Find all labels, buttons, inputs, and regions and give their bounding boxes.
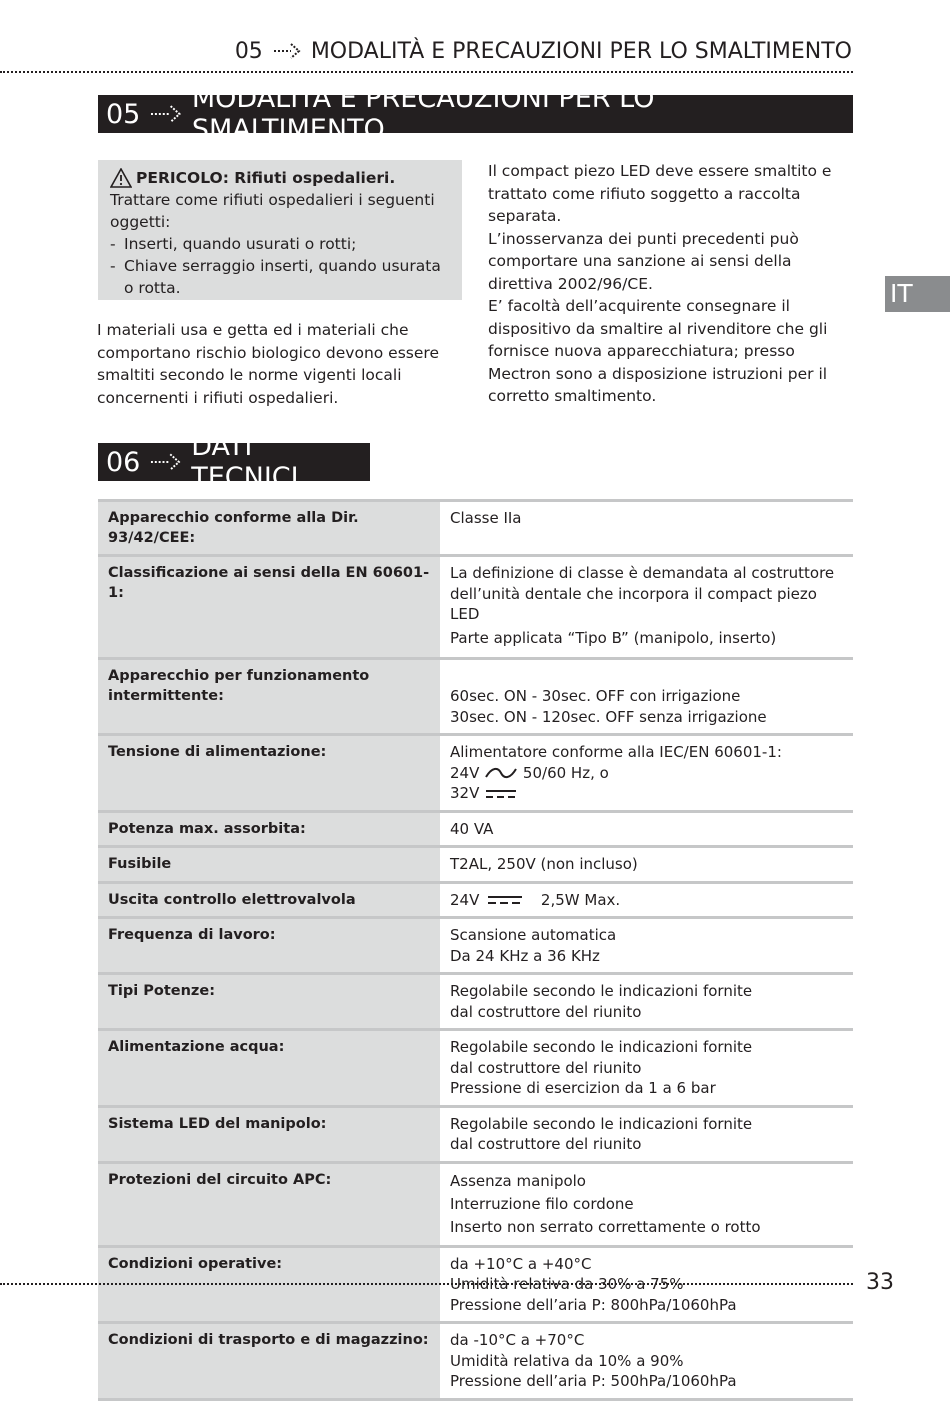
spec-value [440, 884, 853, 917]
direct-current-icon [486, 894, 524, 906]
section-06-heading [98, 431, 370, 493]
spec-label: Condizioni operative: [98, 1248, 440, 1322]
spec-value-line: 30sec. ON - 120sec. OFF senza irrigazione [450, 707, 767, 726]
disposal-text-column [488, 160, 846, 408]
dc-voltage-line [450, 783, 843, 804]
spec-value-line: Regolabile secondo le indicazioni fornite [450, 1114, 753, 1133]
alternating-current-icon [484, 766, 518, 780]
spec-value [440, 975, 853, 1028]
table-row [98, 1108, 853, 1164]
table-row [98, 1164, 853, 1248]
spec-value-line: dal costruttore del riunito [450, 1002, 642, 1021]
voltage-prefix: 24V [450, 890, 480, 909]
spec-label: Apparecchio conforme alla Dir. 93/42/CEE: [98, 502, 440, 554]
voltage-prefix: 24V [450, 763, 480, 782]
section-05-title: MODALITÀ E PRECAUZIONI PER LO SMALTIMENTO [191, 83, 655, 145]
spec-value [440, 1164, 853, 1245]
spec-value-line: Da 24 KHz a 36 KHz [450, 946, 600, 965]
spec-label: Protezioni del circuito APC: [98, 1164, 440, 1245]
table-row [98, 1324, 853, 1401]
spec-label: Tipi Potenze: [98, 975, 440, 1028]
spec-value-line: Pressione dell’aria P: 500hPa/1060hPa [450, 1372, 737, 1390]
spec-value [440, 1324, 853, 1398]
danger-warning-box [98, 160, 462, 300]
spec-label: Apparecchio per funzionamento intermittente: [98, 660, 440, 733]
warning-title-text: PERICOLO: Rifiuti ospedalieri. [136, 169, 396, 187]
spec-label: Tensione di alimentazione: [98, 736, 440, 810]
table-row [98, 557, 853, 660]
biohazard-paragraph: I materiali usa e getta ed i materiali che comportano rischio biologico devono essere smaltiti secondo le norme vigenti locali concernenti i rifiuti ospedalieri. [97, 321, 439, 407]
running-header-number: 05 [234, 38, 263, 64]
spec-label: Fusibile [98, 848, 440, 881]
spec-label: Alimentazione acqua: [98, 1031, 440, 1105]
footer-dotted-rule [0, 1283, 853, 1285]
spec-value-line: Regolabile secondo le indicazioni fornite [450, 982, 753, 1000]
spec-value [440, 557, 853, 657]
spec-label: Sistema LED del manipolo: [98, 1108, 440, 1161]
spec-value-line: La definizione di classe è demandata al costruttore dell’unità dentale che incorpora il compact piezo LED [450, 564, 835, 623]
spec-value-line: 60sec. ON - 30sec. OFF con irrigazione [450, 687, 741, 705]
spec-label: Uscita controllo elettrovalvola [98, 884, 440, 917]
spec-value-line: Umidità relativa da 30% a 75% [450, 1275, 684, 1293]
spec-value-line: Regolabile secondo le indicazioni fornite [450, 1038, 753, 1056]
dotted-arrow-icon [273, 42, 301, 60]
running-header [0, 34, 852, 68]
spec-value-line: Assenza manipolo [450, 1171, 586, 1190]
spec-value-line: da +10°C a +40°C [450, 1254, 592, 1273]
table-row [98, 884, 853, 920]
technical-data-table [98, 499, 853, 1401]
spec-value-line: da -10°C a +70°C [450, 1331, 585, 1349]
spec-value [440, 919, 853, 972]
spec-value-line: Inserto non serrato correttamente o rotto [450, 1217, 761, 1236]
warning-list [110, 233, 450, 299]
table-row [98, 813, 853, 849]
dotted-arrow-icon [150, 104, 181, 124]
section-06-title: DATI TECNICI [191, 431, 299, 493]
table-row [98, 975, 853, 1031]
spec-value-line: Interruzione filo cordone [450, 1194, 634, 1213]
direct-current-icon [484, 788, 518, 800]
warning-triangle-icon [110, 168, 132, 188]
spec-value [440, 1108, 853, 1161]
spec-value-line: Umidità relativa da 10% a 90% [450, 1351, 684, 1370]
spec-value-line: T2AL, 250V (non incluso) [450, 855, 638, 873]
spec-value-line: Classe IIa [450, 509, 522, 527]
spec-label: Potenza max. assorbita: [98, 813, 440, 846]
spec-value [440, 502, 853, 554]
spec-value-line: Pressione di esercizion da 1 a 6 bar [450, 1079, 716, 1097]
dotted-arrow-icon [150, 452, 181, 472]
output-power: 2,5W Max. [540, 890, 621, 909]
warning-intro: Trattare come rifiuti ospedalieri i seguenti oggetti: [110, 191, 435, 231]
table-row [98, 1248, 853, 1325]
spec-value-line: Pressione dell’aria P: 800hPa/1060hPa [450, 1295, 737, 1314]
ac-voltage-line [450, 763, 843, 784]
table-row [98, 848, 853, 884]
spec-value [440, 1031, 853, 1105]
voltage-prefix: 32V [450, 784, 480, 802]
page-number: 33 [866, 1270, 894, 1295]
dc-output-line [450, 890, 843, 911]
spec-value-line: Alimentatore conforme alla IEC/EN 60601-1: [450, 743, 782, 761]
spec-value-line: Scansione automatica [450, 926, 617, 944]
language-tab: IT [885, 276, 950, 312]
spec-label: Condizioni di trasporto e di magazzino: [98, 1324, 440, 1398]
spec-value [440, 813, 853, 846]
spec-value [440, 660, 853, 733]
list-item: - Inserti, quando usurati o rotti; [110, 233, 450, 255]
spec-value [440, 736, 853, 810]
table-row [98, 1031, 853, 1108]
section-05-number: 05 [106, 98, 141, 130]
voltage-suffix: 50/60 Hz, o [522, 763, 609, 782]
disposal-paragraph: L’inosservanza dei punti precedenti può comportare una sanzione ai sensi della direttiva 2002/96/CE. [488, 229, 799, 293]
section-05-heading [98, 83, 853, 145]
disposal-paragraph: Il compact piezo LED deve essere smaltito e trattato come rifiuto soggetto a raccolta separata. [488, 162, 832, 225]
spec-label: Frequenza di lavoro: [98, 919, 440, 972]
table-row [98, 499, 853, 557]
header-dotted-rule [0, 71, 853, 73]
spec-value-line: Parte applicata “Tipo B” (manipolo, inserto) [450, 628, 777, 647]
spec-value-line: dal costruttore del riunito [450, 1058, 642, 1077]
section-06-number: 06 [106, 446, 141, 478]
warning-title [110, 167, 450, 189]
running-header-title: MODALITÀ E PRECAUZIONI PER LO SMALTIMENTO [310, 38, 852, 64]
table-row [98, 919, 853, 975]
disposal-paragraph: E’ facoltà dell’acquirente consegnare il dispositivo da smaltire al rivenditore che gli fornisce nuova apparecchiatura; presso Mectron sono a disposizione istruzioni per il corretto smaltimento. [488, 297, 828, 405]
spec-value [440, 848, 853, 881]
spec-value-line: 40 VA [450, 819, 494, 838]
spec-value-line [450, 666, 843, 686]
spec-value-line: dal costruttore del riunito [450, 1135, 642, 1153]
list-item: - Chiave serraggio inserti, quando usurata o rotta. [110, 255, 450, 299]
table-row [98, 736, 853, 813]
spec-label: Classificazione ai sensi della EN 60601-1: [98, 557, 440, 657]
table-row [98, 660, 853, 736]
